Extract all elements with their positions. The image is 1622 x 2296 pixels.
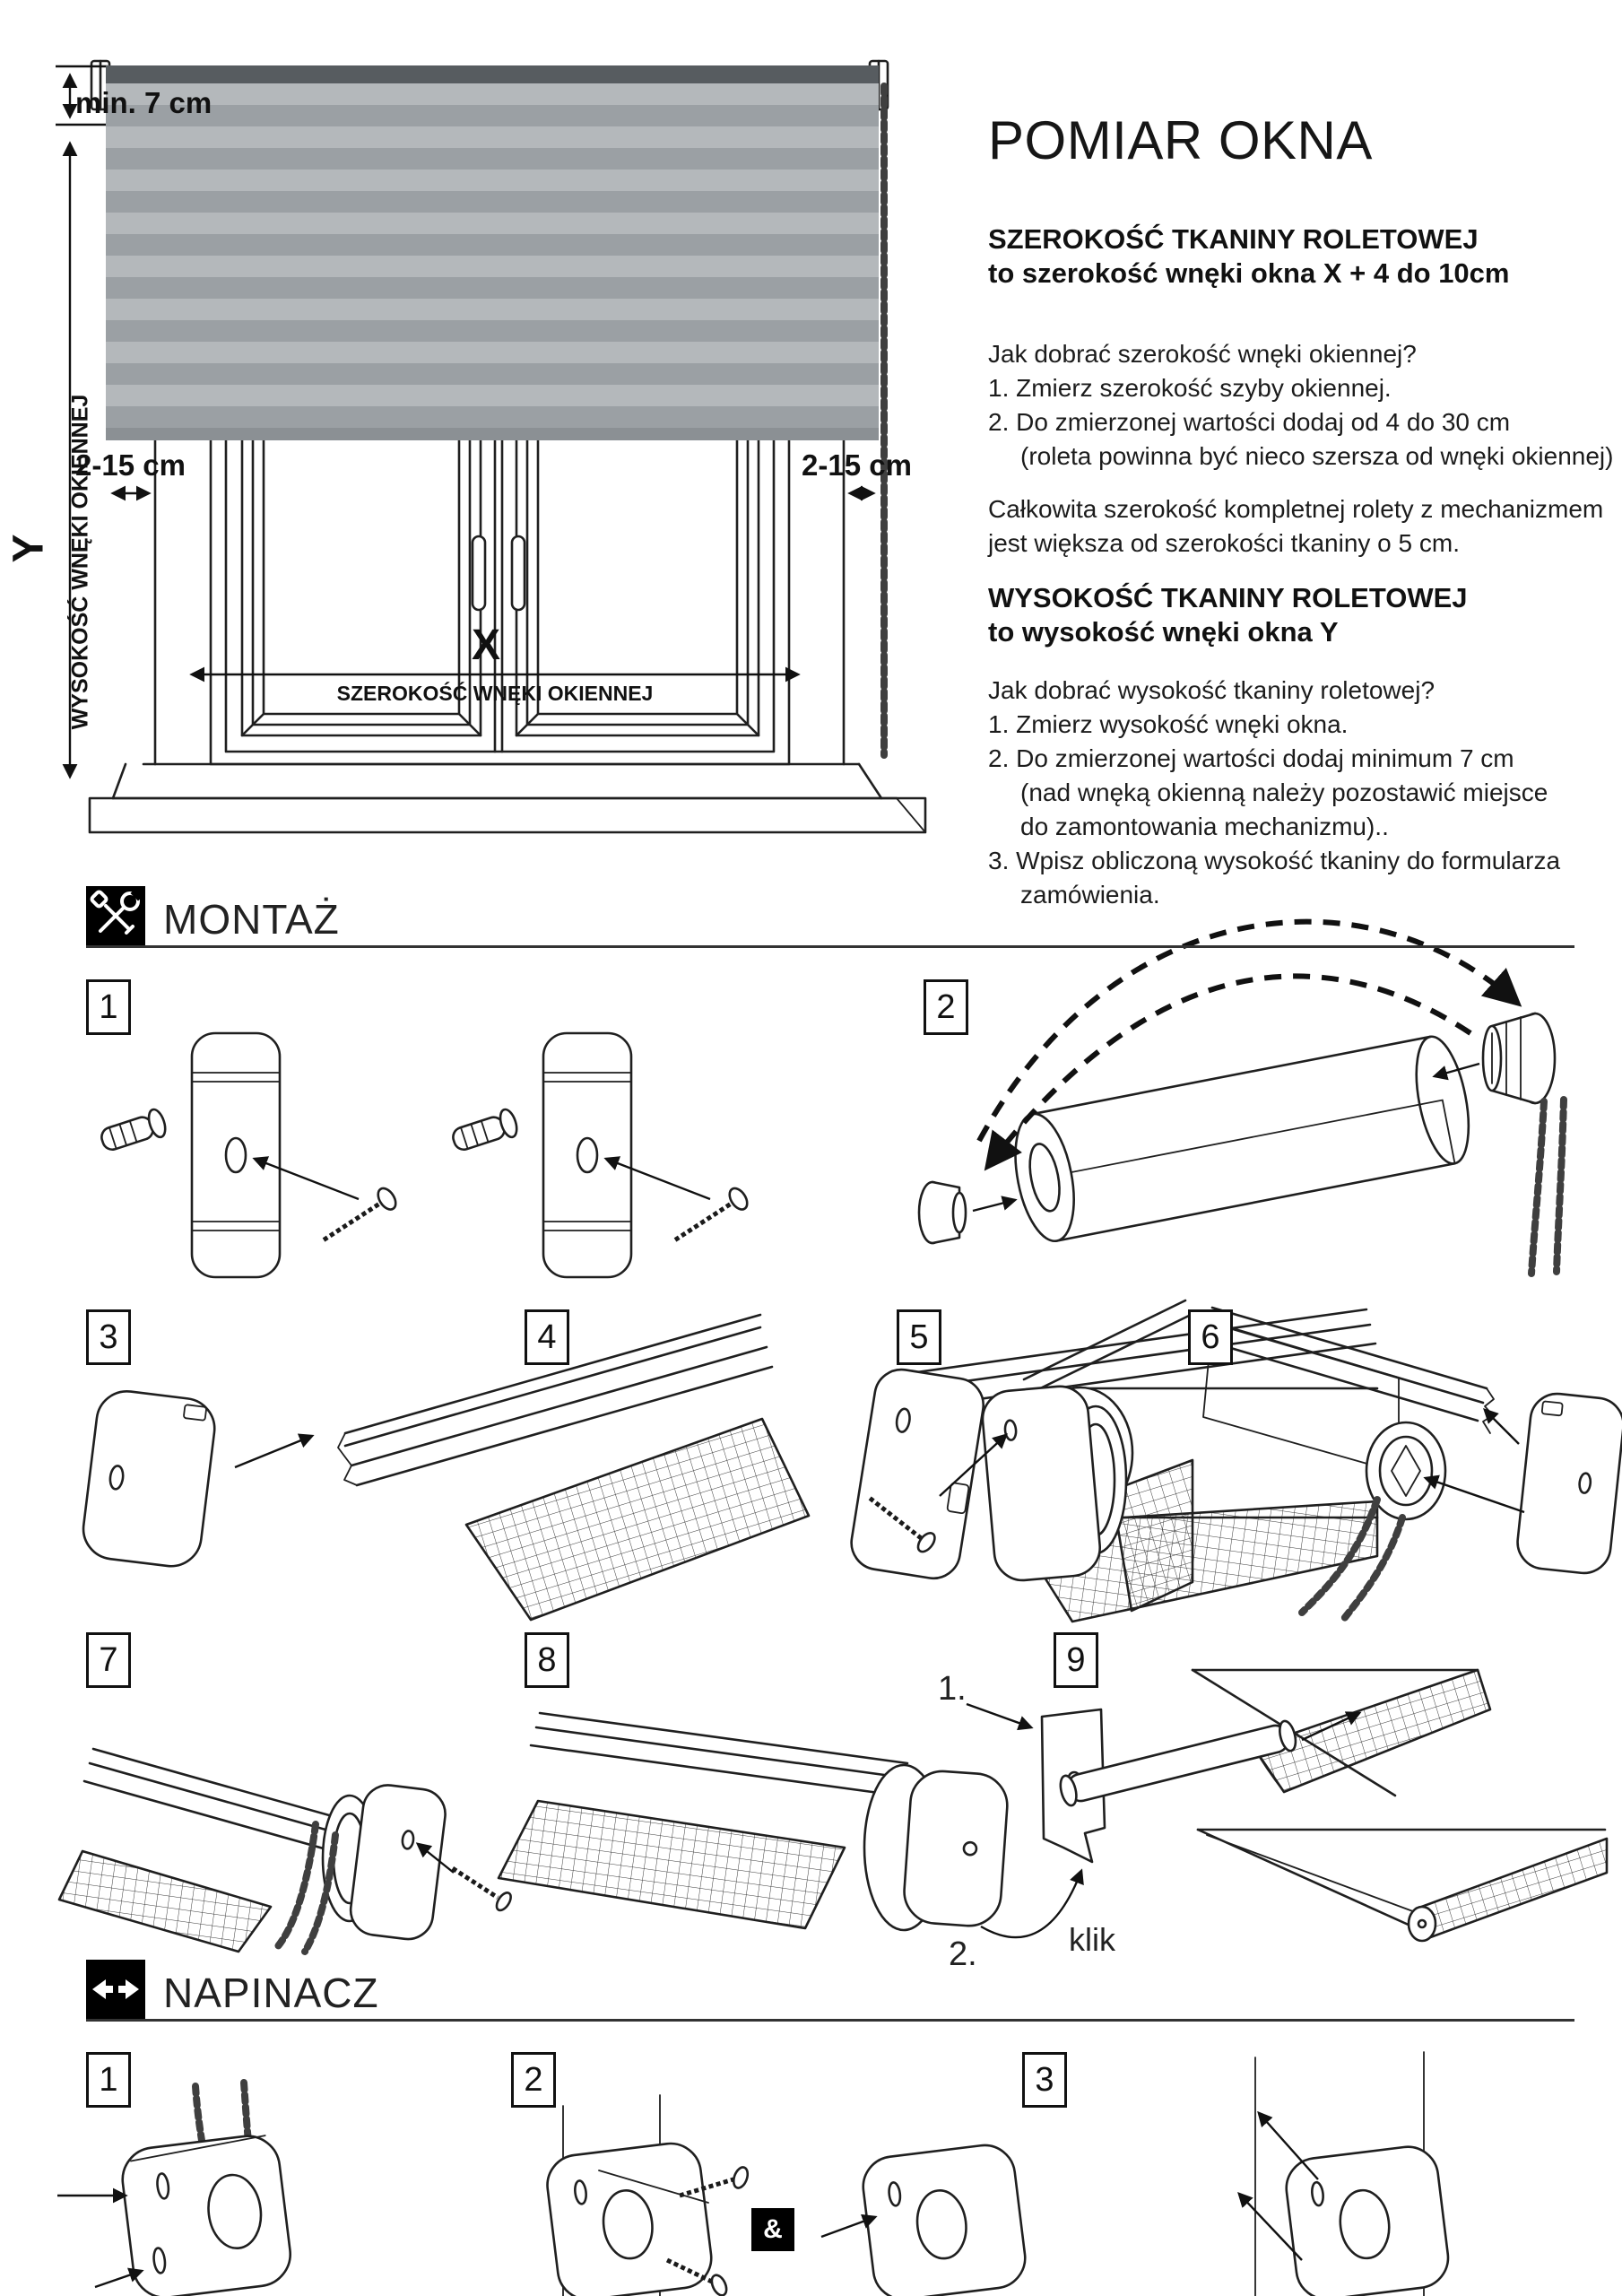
montaz-step2-art bbox=[919, 922, 1564, 1274]
height-step-3: 3. Wpisz obliczoną wysokość tkaniny do formularza bbox=[988, 847, 1561, 874]
screw bbox=[447, 1860, 514, 1913]
tensioner-body bbox=[860, 2142, 1028, 2296]
height-step-3-cont: zamówienia. bbox=[1020, 881, 1160, 909]
montaz-step-8-number: 8 bbox=[525, 1632, 569, 1688]
width-total-note-1: Całkowita szerokość kompletnej rolety z mechanizmem bbox=[988, 495, 1604, 523]
height-axis-label: WYSOKOŚĆ WNĘKI OKIENNEJ bbox=[67, 394, 93, 730]
weight-bar bbox=[1058, 1719, 1298, 1807]
height-step-2-note-1: (nad wnęką okienną należy pozostawić miejsce bbox=[1020, 778, 1548, 806]
side-cap bbox=[847, 1366, 987, 1582]
montaz-step-1-number: 1 bbox=[86, 979, 131, 1035]
tensioner-body bbox=[544, 2140, 715, 2296]
height-heading-1: WYSOKOŚĆ TKANINY ROLETOWEJ bbox=[988, 582, 1468, 613]
side-offset-right-label: 2-15 cm bbox=[802, 448, 912, 482]
height-step-2-note-2: do zamontowania mechanizmu).. bbox=[1020, 813, 1389, 840]
montaz-divider bbox=[86, 945, 1574, 948]
montaz-step3-art bbox=[80, 1315, 809, 1620]
chain-mechanism bbox=[1483, 1013, 1564, 1274]
napinacz-divider bbox=[86, 2019, 1574, 2022]
napinacz-step1-art bbox=[57, 2083, 294, 2296]
montaz-step1-bracket-set bbox=[98, 1033, 399, 1277]
montaz-step9-art bbox=[1058, 1670, 1607, 1941]
width-total-note-2: jest większa od szerokości tkaniny o 5 cm. bbox=[988, 529, 1460, 557]
montaz-step-6-number: 6 bbox=[1188, 1309, 1233, 1365]
montaz-step6-art bbox=[1203, 1308, 1622, 1620]
side-offset-left-label: 2-15 cm bbox=[75, 448, 186, 482]
montaz-step-5-number: 5 bbox=[897, 1309, 941, 1365]
montaz-step7-art bbox=[59, 1749, 514, 1952]
tensioner-body bbox=[1283, 2144, 1452, 2296]
montaz-step-4-number: 4 bbox=[525, 1309, 569, 1365]
side-cap bbox=[980, 1384, 1102, 1582]
window-handle-right bbox=[512, 536, 525, 610]
montaz-step-2-number: 2 bbox=[924, 979, 968, 1035]
napinacz-step-3-number: 3 bbox=[1022, 2052, 1067, 2108]
clip-bracket bbox=[1042, 1709, 1105, 1862]
blind-cassette bbox=[106, 65, 879, 83]
side-cap bbox=[80, 1387, 218, 1570]
montaz-step-9-number: 9 bbox=[1054, 1632, 1098, 1688]
wall-plug bbox=[98, 1108, 168, 1155]
side-cap bbox=[1515, 1391, 1622, 1576]
montaz-step-7-number: 7 bbox=[86, 1632, 131, 1688]
height-heading-2: to wysokość wnęki okna Y bbox=[988, 616, 1339, 648]
montaz-heading: MONTAŻ bbox=[163, 896, 340, 943]
page-title: POMIAR OKNA bbox=[988, 110, 1373, 170]
min-clearance-label: min. 7 cm bbox=[75, 86, 213, 119]
screw bbox=[863, 1490, 938, 1554]
step8-sub1-label: 1. bbox=[938, 1670, 967, 1708]
width-heading-2: to szerokość wnęki okna X + 4 do 10cm bbox=[988, 257, 1510, 289]
montaz-step8-art bbox=[499, 1704, 1105, 1937]
height-letter: Y bbox=[4, 534, 53, 563]
tensioner-body bbox=[119, 2133, 294, 2296]
width-axis-label: SZEROKOŚĆ WNĘKI OKIENNEJ bbox=[336, 682, 654, 705]
width-step-2: 2. Do zmierzonej wartości dodaj od 4 do 30 cm bbox=[988, 408, 1511, 436]
blind-bottom-bar bbox=[106, 428, 879, 440]
width-heading-1: SZEROKOŚĆ TKANINY ROLETOWEJ bbox=[988, 223, 1479, 255]
napinacz-step-1-number: 1 bbox=[86, 2052, 131, 2108]
height-step-2: 2. Do zmierzonej wartości dodaj minimum 7 cm bbox=[988, 744, 1514, 772]
screw bbox=[317, 1185, 399, 1249]
side-cap bbox=[348, 1782, 448, 1942]
tools-icon bbox=[86, 886, 145, 945]
napinacz-step3-art bbox=[1239, 2052, 1452, 2296]
blind-fabric bbox=[106, 83, 879, 428]
window-handle-left bbox=[473, 536, 485, 610]
chain-wheel bbox=[1366, 1422, 1445, 1519]
width-question: Jak dobrać szerokość wnęki okiennej? bbox=[988, 340, 1417, 368]
pin-end-cap bbox=[919, 1182, 946, 1243]
napinacz-step2-art bbox=[544, 2095, 1028, 2296]
napinacz-step-2-number: 2 bbox=[511, 2052, 556, 2108]
height-step-1: 1. Zmierz wysokość wnęki okna. bbox=[988, 710, 1349, 738]
width-step-2-note: (roleta powinna być nieco szersza od wnęki okiennej) bbox=[1020, 442, 1614, 470]
step8-klik-label: klik bbox=[1069, 1921, 1115, 1958]
ampersand-joiner: & bbox=[751, 2208, 794, 2251]
width-step-1: 1. Zmierz szerokość szyby okiennej. bbox=[988, 374, 1392, 402]
tension-arrows-icon bbox=[86, 1960, 145, 2019]
width-letter: X bbox=[472, 622, 501, 669]
side-cap bbox=[902, 1770, 1010, 1928]
height-question: Jak dobrać wysokość tkaniny roletowej? bbox=[988, 676, 1436, 704]
montaz-step-3-number: 3 bbox=[86, 1309, 131, 1365]
step8-sub2-label: 2. bbox=[949, 1935, 977, 1973]
napinacz-heading: NAPINACZ bbox=[163, 1970, 379, 2016]
